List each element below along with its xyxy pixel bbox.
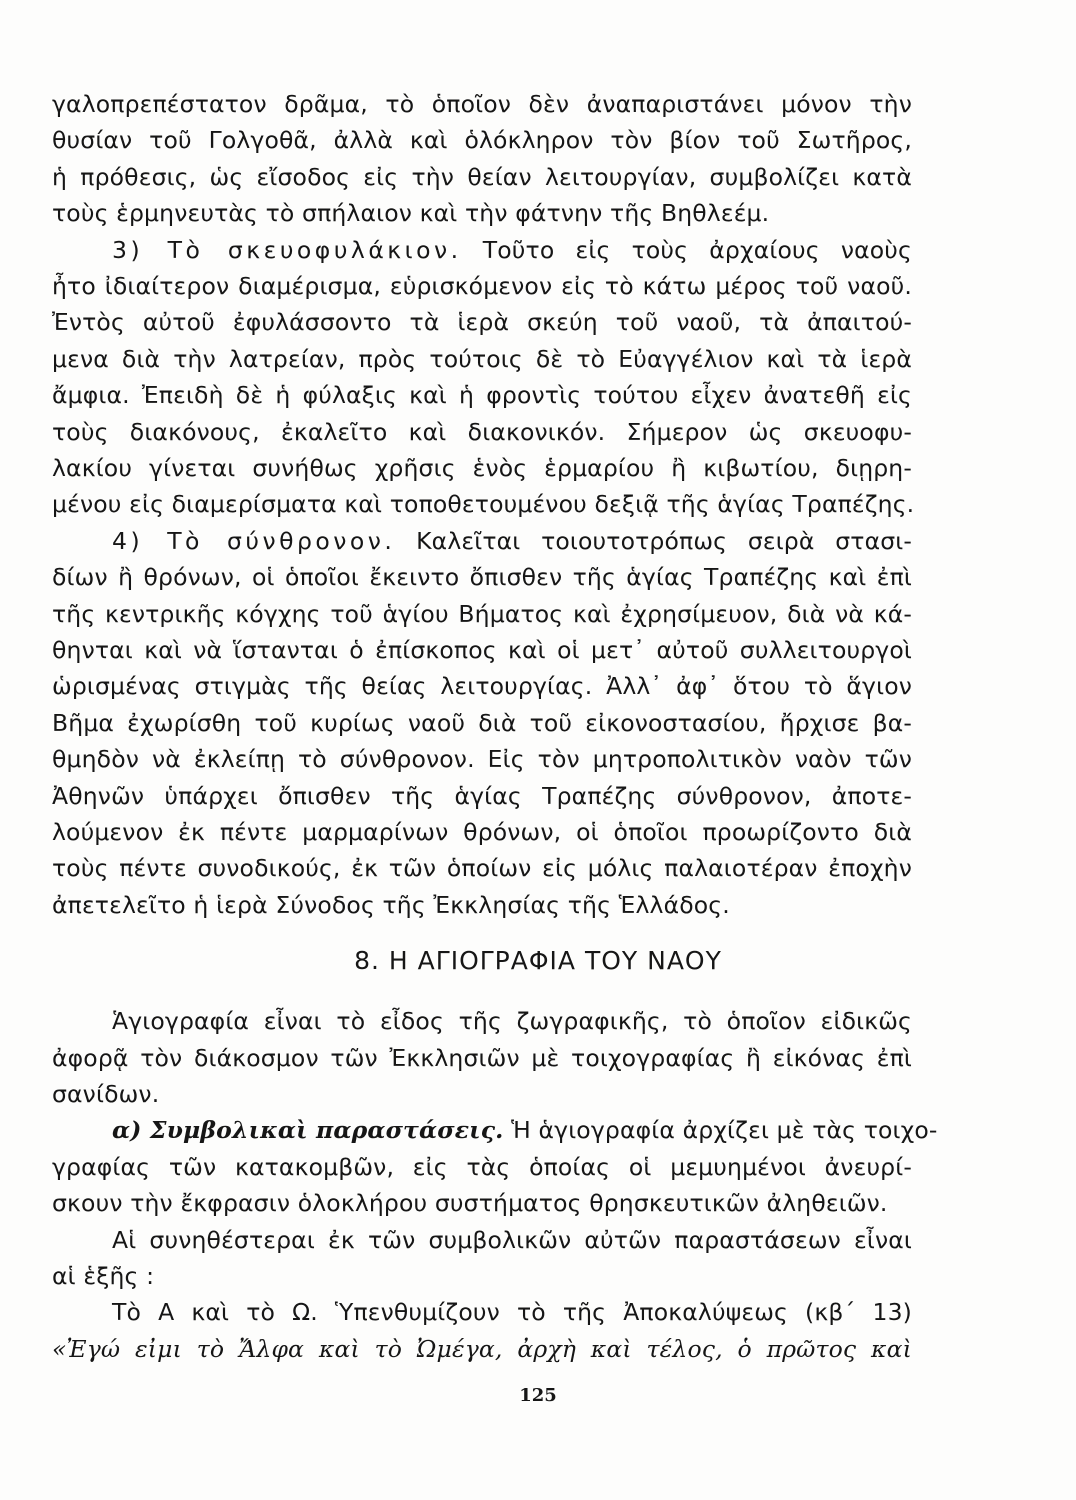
text-line: τῆς κεντρικῆς κόγχης τοῦ ἁγίου Βήματος καὶ ἐχρησίμευον, διὰ νὰ κά- (52, 600, 912, 628)
lead-text: Καλεῖται τοιουτοτρόπως σειρὰ στασι- (416, 527, 912, 555)
text-line: αἱ ἑξῆς : (52, 1262, 155, 1290)
text-line: «Ἐγώ εἰμι τὸ Ἄλφα καὶ τὸ Ὠμέγα, ἀρχὴ καὶ τέλος, ὁ πρῶτος καὶ (52, 1335, 912, 1363)
text-line: λούμενον ἐκ πέντε μαρμαρίνων θρόνων, οἱ ὁποῖοι προωρίζοντο διὰ (52, 818, 912, 846)
text-line: ἦτο ἰδιαίτερον διαμέρισμα, εὑρισκόμενον εἰς τὸ κάτω μέρος τοῦ ναοῦ. (52, 272, 912, 300)
paragraph-lead-line (112, 523, 912, 559)
text-line: γαλοπρεπέστατον δρᾶμα, τὸ ὁποῖον δὲν ἀναπαριστάνει μόνον τὴν (52, 90, 912, 118)
text-line: ἡ πρόθεσις, ὡς εἴσοδος εἰς τὴν θείαν λειτουργίαν, συμβολίζει κατὰ (52, 163, 912, 191)
text-line: ἀφορᾷ τὸν διάκοσμον τῶν Ἐκκλησιῶν μὲ τοιχογραφίας ἢ εἰκόνας ἐπὶ (52, 1044, 912, 1072)
text-line: μένου εἰς διαμερίσματα καὶ τοποθετουμένου δεξιᾷ τῆς ἁγίας Τραπέζης. (52, 490, 915, 518)
text-line: δίων ἢ θρόνων, οἱ ὁποῖοι ἔκειντο ὄπισθεν τῆς ἁγίας Τραπέζης καὶ ἐπὶ (52, 563, 912, 591)
text-line: μενα διὰ τὴν λατρείαν, πρὸς τούτοις δὲ τὸ Εὐαγγέλιον καὶ τὰ ἱερὰ (52, 345, 912, 373)
text-line: λακίου γίνεται συνήθως χρῆσις ἑνὸς ἑρμαρίου ἢ κιβωτίου, διῃρη- (52, 454, 912, 482)
text-line: τοὺς ἑρμηνευτὰς τὸ σπήλαιον καὶ τὴν φάτνην τῆς Βηθλεέμ. (52, 199, 770, 227)
text-line: σκουν τὴν ἔκφρασιν ὁλοκλήρου συστήματος θρησκευτικῶν ἀληθειῶν. (52, 1189, 888, 1217)
text-line: ἀπετελεῖτο ἡ ἱερὰ Σύνοδος τῆς Ἐκκλησίας τῆς Ἑλλάδος. (52, 891, 730, 919)
lead-label: 3) Τὸ σκευοφυλάκιον. (112, 236, 462, 264)
text-line: θηνται καὶ νὰ ἵστανται ὁ ἐπίσκοπος καὶ οἱ μετ᾽ αὐτοῦ συλλειτουργοὶ (52, 636, 912, 664)
text-line: Ἁγιογραφία εἶναι τὸ εἶδος τῆς ζωγραφικῆς, τὸ ὁποῖον εἰδικῶς (112, 1007, 912, 1035)
page-number: 125 (519, 1385, 557, 1406)
text-line: Τὸ Α καὶ τὸ Ω. Ὑπενθυμίζουν τὸ τῆς Ἀποκαλύψεως (κβ΄ 13) (112, 1298, 912, 1326)
text-line: ἄμφια. Ἐπειδὴ δὲ ἡ φύλαξις καὶ ἡ φροντὶς τούτου εἶχεν ἀνατεθῆ εἰς (52, 381, 912, 409)
section-heading: 8. Η ΑΓΙΟΓΡΑΦΙΑ ΤΟΥ ΝΑΟΥ (354, 946, 722, 975)
text-line: σανίδων. (52, 1080, 160, 1108)
text-line: θμηδὸν νὰ ἐκλείπῃ τὸ σύνθρονον. Εἰς τὸν μητροπολιτικὸν ναὸν τῶν (52, 745, 912, 773)
text-line: τοὺς διακόνους, ἐκαλεῖτο καὶ διακονικόν. Σήμερον ὡς σκευοφυ- (52, 418, 912, 446)
text-line: ὡρισμένας στιγμὰς τῆς θείας λειτουργίας. Ἀλλ᾽ ἀφ᾽ ὅτου τὸ ἅγιον (52, 672, 912, 700)
text-line: γραφίας τῶν κατακομβῶν, εἰς τὰς ὁποίας οἱ μεμυημένοι ἀνευρί- (52, 1153, 912, 1181)
paragraph-lead-line (112, 1112, 938, 1148)
text-line: Ἐντὸς αὐτοῦ ἐφυλάσσοντο τὰ ἱερὰ σκεύη τοῦ ναοῦ, τὰ ἀπαιτού- (52, 308, 912, 336)
text-line: θυσίαν τοῦ Γολγοθᾶ, ἀλλὰ καὶ ὁλόκληρον τὸν βίον τοῦ Σωτῆρος, (52, 126, 912, 154)
text-line: τοὺς πέντε συνοδικούς, ἐκ τῶν ὁποίων εἰς μόλις παλαιοτέραν ἐποχὴν (52, 854, 912, 882)
lead-text: Τοῦτο εἰς τοὺς ἀρχαίους ναοὺς (482, 236, 912, 264)
lead-label: 4) Τὸ σύνθρονον. (112, 527, 396, 555)
text-line: Βῆμα ἐχωρίσθη τοῦ κυρίως ναοῦ διὰ τοῦ εἰκονοστασίου, ἤρχισε βα- (52, 709, 912, 737)
paragraph-lead-line (112, 232, 912, 268)
lead-text: Ἡ ἁγιογραφία ἀρχίζει μὲ τὰς τοιχο- (511, 1116, 938, 1144)
text-line: Αἱ συνηθέστεραι ἐκ τῶν συμβολικῶν αὐτῶν παραστάσεων εἶναι (112, 1226, 912, 1254)
text-line: Ἀθηνῶν ὑπάρχει ὄπισθεν τῆς ἁγίας Τραπέζης σύνθρονον, ἀποτε- (52, 782, 912, 810)
lead-label: α) Συμβολικαὶ παραστάσεις. (112, 1116, 504, 1144)
